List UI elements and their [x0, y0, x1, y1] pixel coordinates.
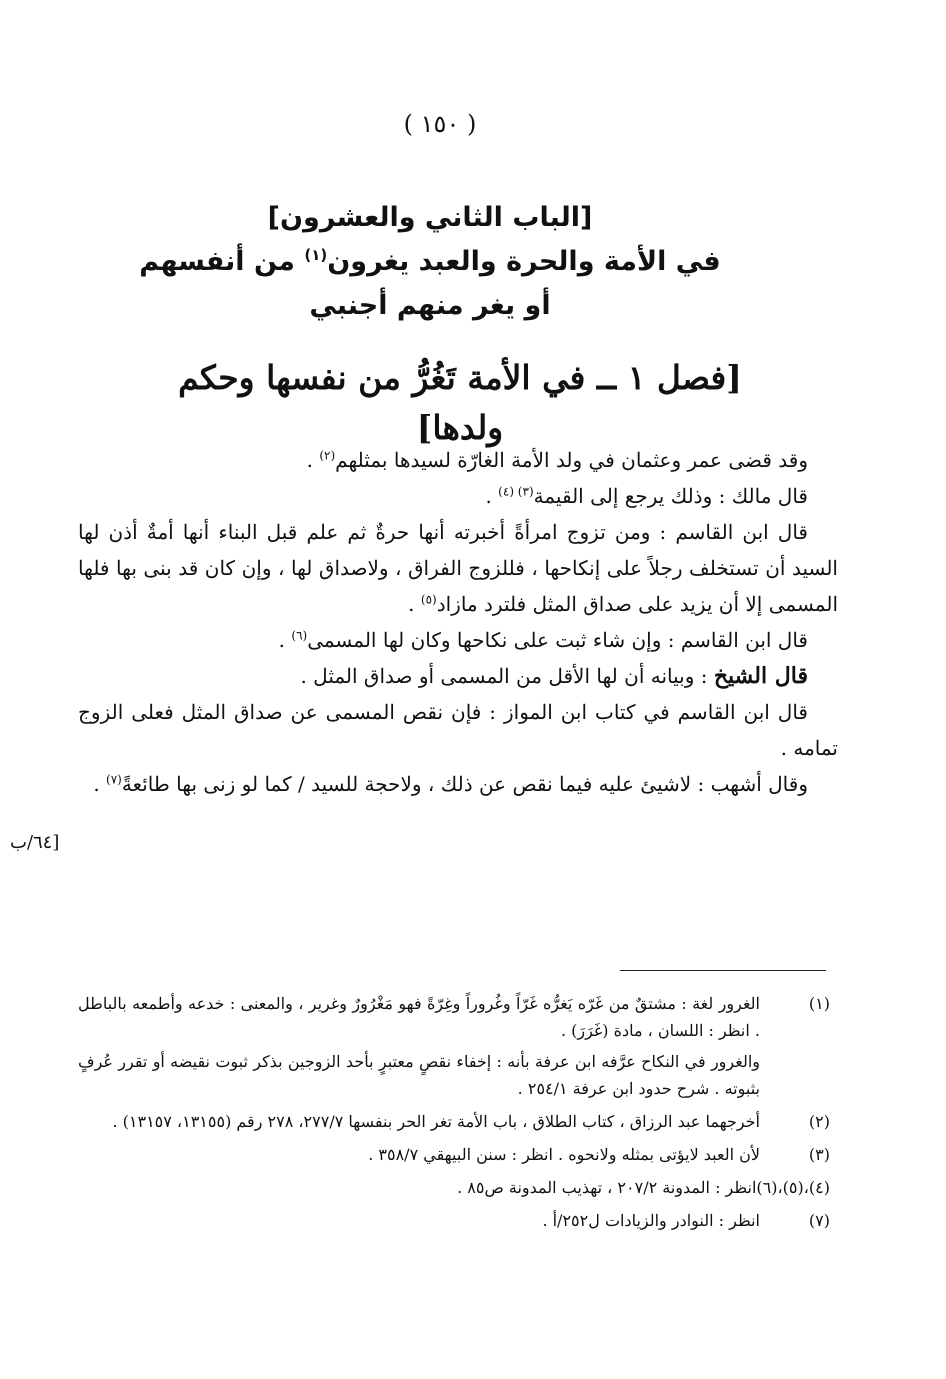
footnote-marker: (٢)	[808, 1112, 830, 1131]
paragraph-4-text: قال ابن القاسم : وإن شاء ثبت على نكاحها وكان لها المسمى	[307, 628, 808, 652]
body-text	[78, 442, 838, 802]
footnote-body	[78, 1207, 760, 1234]
footnote-body	[78, 990, 760, 1102]
footnote-divider	[620, 970, 826, 971]
footnotes	[78, 990, 838, 1240]
paragraph-2-end: .	[485, 484, 499, 508]
sheikh-label: قال الشيخ	[713, 663, 808, 689]
footnote-1	[78, 990, 838, 1102]
folio-margin-note: [٦٤/ب	[10, 832, 60, 853]
chapter-title-line-2-start: في الأمة والحرة والعبد يغرون	[327, 246, 721, 277]
chapter-heading	[120, 196, 740, 328]
footnote-ref-6: (٦)	[291, 628, 308, 643]
paragraph-6	[78, 694, 838, 766]
footnote-body	[78, 1141, 760, 1168]
footnote-7	[78, 1207, 838, 1234]
section-heading: [فصل ١ ــ في الأمة تَغُرُّ من نفسها وحكم ولدها]	[178, 358, 742, 447]
footnote-text: والغرور في النكاح عرَّفه ابن عرفة بأنه : إخفاء نقصٍ معتبرٍ بأحد الزوجين بذكر ثبوت نقيضه أو تقرر عُرفٍ بثبوته . شرح حدود ابن عرفة ٢٥٤/١ .	[78, 1052, 760, 1098]
footnote-body	[78, 1174, 756, 1201]
footnote-text: أخرجهما عبد الرزاق ، كتاب الطلاق ، باب الأمة تغر الحر بنفسها ٢٧٧/٧، ٢٧٨ رقم (١٣١٥٥، ١٣١٥٧) .	[112, 1112, 760, 1131]
paragraph-2	[78, 478, 838, 514]
footnote-2	[78, 1108, 838, 1135]
footnote-marker: (٣)	[808, 1145, 830, 1164]
paragraph-3	[78, 514, 838, 622]
footnote-body	[78, 1108, 760, 1135]
page-number: ( ١٥٠ )	[403, 110, 477, 138]
paragraph-1-text: وقد قضى عمر وعثمان في ولد الأمة الغارّة لسيدها بمثلهم	[335, 448, 808, 472]
paragraph-3-end: .	[408, 592, 421, 616]
paragraph-7-end: .	[93, 772, 107, 796]
footnote-ref-2: (٢)	[319, 448, 336, 463]
paragraph-5	[78, 658, 838, 694]
paragraph-3-text: قال ابن القاسم : ومن تزوج امرأةً أخبرته أنها حرةٌ ثم علم قبل البناء أنها أمةٌ أذن لها السيد أن تستخلف رجلاً على إنكاحها ، فللزوج الفراق ، ولاصداق لها ، وإن كان قد بنى بها فلها المسمى إلا أن يزيد على صداق المثل فلترد مازاد	[78, 520, 838, 616]
footnote-text: لأن العبد لايؤتى بمثله ولانحوه . انظر : سنن البيهقي ٣٥٨/٧ .	[368, 1145, 760, 1164]
footnote-marker: (٤)،(٥)،(٦)	[756, 1178, 830, 1197]
chapter-title-line-3: أو يغر منهم أجنبي	[309, 290, 551, 321]
paragraph-2-text: قال مالك : وذلك يرجع إلى القيمة	[533, 484, 808, 508]
footnote-text: انظر : المدونة ٢٠٧/٢ ، تهذيب المدونة ص٨٥ .	[457, 1178, 757, 1197]
paragraph-7	[78, 766, 838, 802]
footnote-marker: (٧)	[808, 1211, 830, 1230]
footnote-ref-3-4: (٣) (٤)	[498, 484, 534, 499]
footnote-4-5-6	[78, 1174, 838, 1201]
chapter-title-line-2	[120, 240, 740, 284]
footnote-ref-5: (٥)	[420, 592, 437, 607]
paragraph-1	[78, 442, 838, 478]
paragraph-6-text: قال ابن القاسم في كتاب ابن المواز : فإن نقص المسمى عن صداق المثل فعلى الزوج تمامه .	[78, 700, 838, 760]
footnote-ref-7: (٧)	[106, 772, 122, 787]
footnote-text: انظر : النوادر والزيادات ل٢٥٢/أ .	[542, 1211, 760, 1230]
chapter-title-line-1: [الباب الثاني والعشرون]	[267, 202, 593, 233]
paragraph-7-text: وقال أشهب : لاشيئ عليه فيما نقص عن ذلك ، ولاحجة للسيد / كما لو زنى بها طائعةً	[121, 772, 808, 796]
footnote-3	[78, 1141, 838, 1168]
footnote-text: الغرور لغة : مشتقٌ من غَرّه يَغرُّه غَرّاً وغُروراً وغِرّةً فهو مَغْرُورٌ وغرير ، والمعنى : خدعه وأطمعه بالباطل . انظر : اللسان ، مادة (غَرَرَ) .	[78, 994, 760, 1040]
footnote-marker: (١)	[808, 994, 830, 1013]
chapter-title-line-2-end: من أنفسهم	[139, 246, 295, 277]
footnote-ref-1: (١)	[304, 246, 328, 264]
paragraph-1-end: .	[306, 448, 320, 472]
paragraph-5-text: : وبيانه أن لها الأقل من المسمى أو صداق المثل .	[300, 664, 714, 688]
paragraph-4-end: .	[278, 628, 292, 652]
paragraph-4	[78, 622, 838, 658]
